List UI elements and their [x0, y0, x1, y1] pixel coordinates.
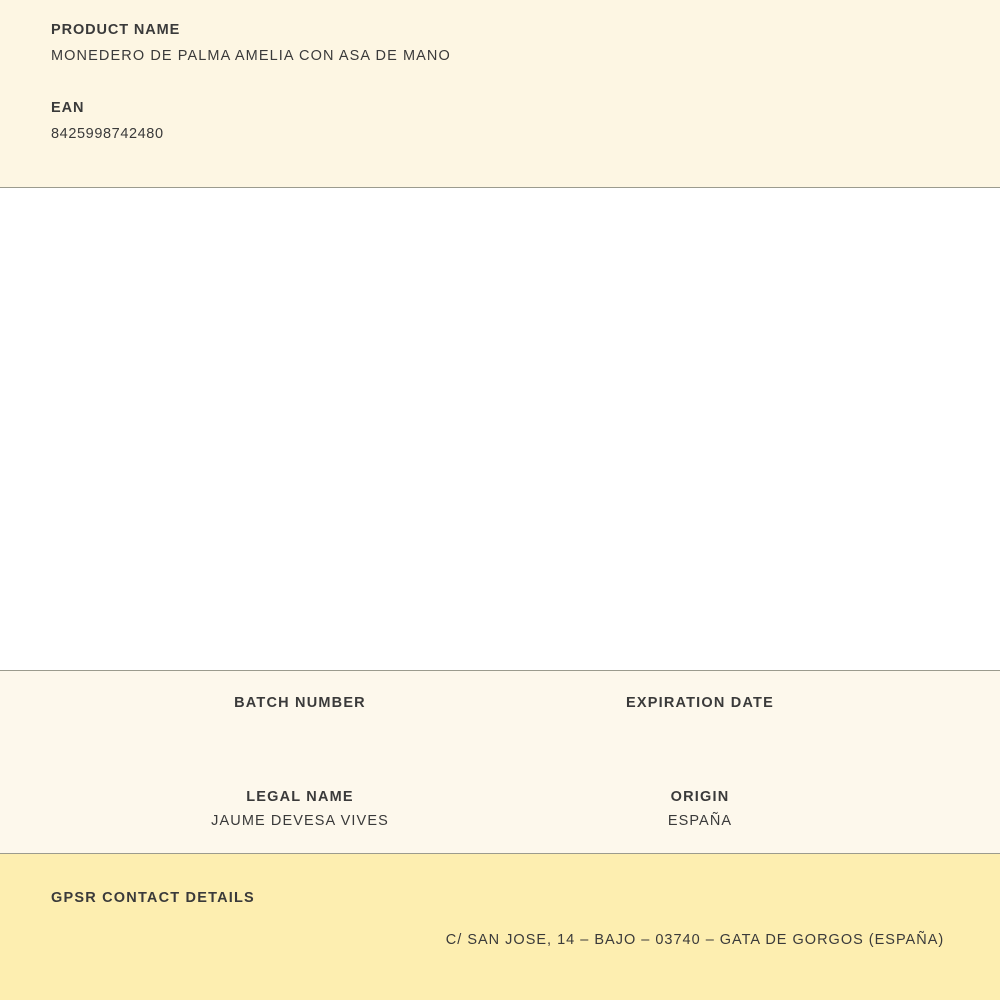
origin-value: ESPAÑA	[667, 813, 733, 829]
product-identity-block	[0, 0, 1000, 188]
ean-field	[0, 100, 1000, 142]
product-details-block	[0, 671, 1000, 854]
batch-number-value	[100, 719, 500, 737]
expiration-date-value	[500, 719, 900, 737]
legal-origin-row	[0, 789, 1000, 831]
product-name-label: PRODUCT NAME	[51, 22, 181, 38]
expiration-date-cell	[500, 695, 900, 737]
product-image-area	[0, 188, 1000, 671]
gpsr-contact-address: C/ SAN JOSE, 14 – BAJO – 03740 – GATA DE GORGOS (ESPAÑA)	[445, 932, 945, 948]
ean-label: EAN	[51, 100, 85, 116]
details-row-spacer	[0, 737, 1000, 789]
product-name-value: MONEDERO DE PALMA AMELIA CON ASA DE MANO	[51, 48, 451, 64]
origin-label: ORIGIN	[670, 789, 730, 805]
expiration-date-label: EXPIRATION DATE	[626, 695, 774, 711]
product-name-field	[0, 22, 1000, 64]
batch-number-label: BATCH NUMBER	[234, 695, 366, 711]
legal-name-label: LEGAL NAME	[246, 789, 354, 805]
legal-name-value: JAUME DEVESA VIVES	[211, 813, 389, 829]
row-left-spacer	[0, 695, 100, 737]
batch-number-cell	[100, 695, 500, 737]
field-spacer	[0, 64, 1000, 100]
gpsr-contact-block	[0, 854, 1000, 1000]
legal-name-cell	[100, 789, 500, 831]
batch-expiration-row	[0, 695, 1000, 737]
gpsr-contact-label: GPSR CONTACT DETAILS	[51, 890, 255, 906]
ean-value: 8425998742480	[51, 126, 164, 142]
row-left-spacer-2	[0, 789, 100, 831]
origin-cell	[500, 789, 900, 831]
